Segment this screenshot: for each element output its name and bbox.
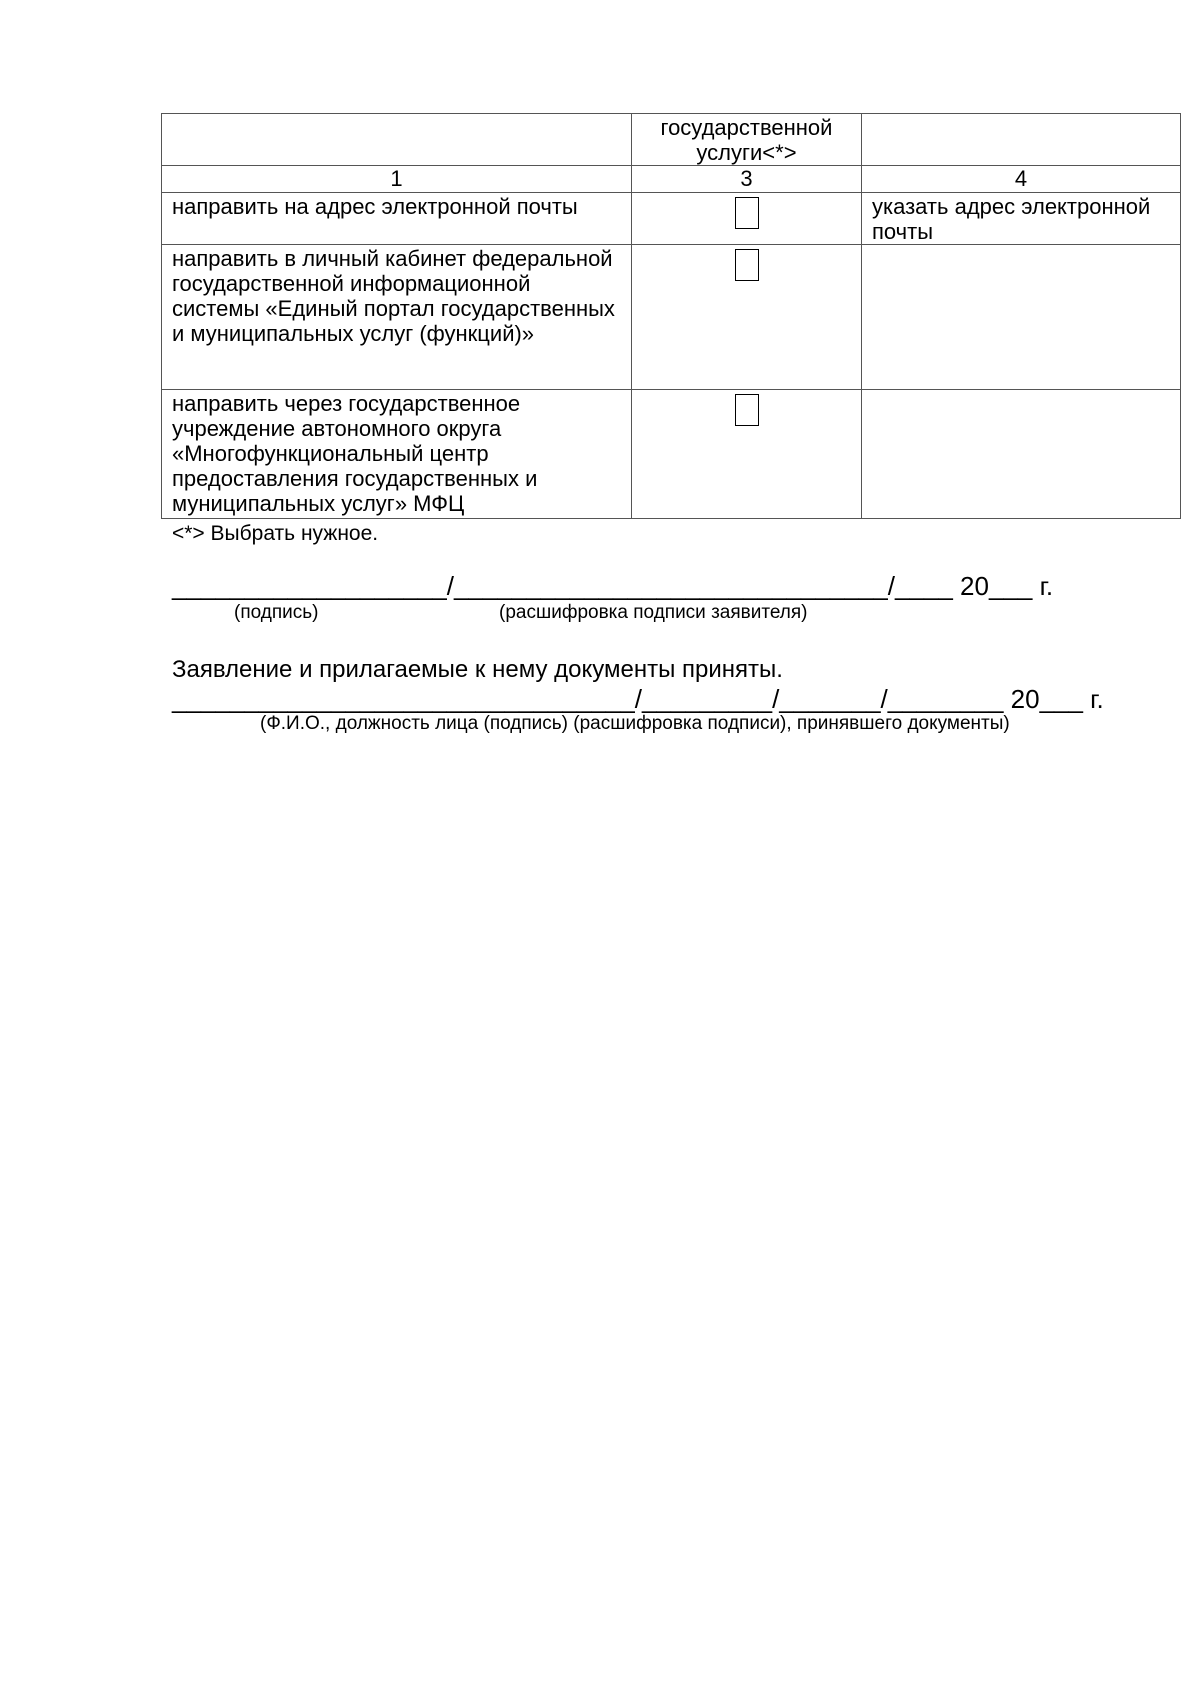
column-number-row <box>162 166 1181 193</box>
table-row <box>162 193 1181 245</box>
option-portal-label: направить в личный кабинет федеральной государственной информационной системы «Единый портал государственных и муниципальных услуг (функций)» <box>172 246 615 346</box>
applicant-signature-line[interactable]: ___________________/______________________________/____ 20___ г. <box>172 571 1054 601</box>
note-cell <box>862 245 1181 390</box>
table-header-row <box>162 114 1181 166</box>
column-number-3: 3 <box>632 166 862 193</box>
option-cell <box>162 193 632 245</box>
acceptance-signature-line[interactable]: ________________________________/_________/_______/________ 20___ г. <box>172 684 1104 714</box>
footnote: <*> Выбрать нужное. <box>172 522 379 545</box>
option-cell <box>162 245 632 390</box>
delivery-method-table <box>161 113 1181 519</box>
option-cell <box>162 390 632 519</box>
note-cell <box>862 390 1181 519</box>
checkbox-cell <box>632 245 862 390</box>
header-cell-4 <box>862 114 1181 166</box>
checkbox-email[interactable] <box>735 197 759 229</box>
checkbox-cell <box>632 193 862 245</box>
table-row <box>162 245 1181 390</box>
note-email-address: указать адрес электронной почты <box>872 194 1151 244</box>
signature-transcript-caption: (расшифровка подписи заявителя) <box>499 602 808 623</box>
checkbox-mfc[interactable] <box>735 394 759 426</box>
checkbox-cell <box>632 390 862 519</box>
option-mfc-label: направить через государственное учреждение автономного округа «Многофункциональный центр предоставления государственных и муниципальных услуг» МФЦ <box>172 391 538 516</box>
column-number-4: 4 <box>862 166 1181 193</box>
header-label-service: государственной услуги<*> <box>660 115 833 165</box>
table-row <box>162 390 1181 519</box>
acceptance-statement: Заявление и прилагаемые к нему документы приняты. <box>172 656 783 683</box>
column-number-1: 1 <box>162 166 632 193</box>
acceptance-caption: (Ф.И.О., должность лица (подпись) (расшифровка подписи), принявшего документы) <box>260 713 1010 734</box>
note-cell <box>862 193 1181 245</box>
checkbox-portal[interactable] <box>735 249 759 281</box>
option-email-label: направить на адрес электронной почты <box>172 194 578 219</box>
header-cell-1 <box>162 114 632 166</box>
header-cell-3 <box>632 114 862 166</box>
signature-caption: (подпись) <box>234 602 319 623</box>
